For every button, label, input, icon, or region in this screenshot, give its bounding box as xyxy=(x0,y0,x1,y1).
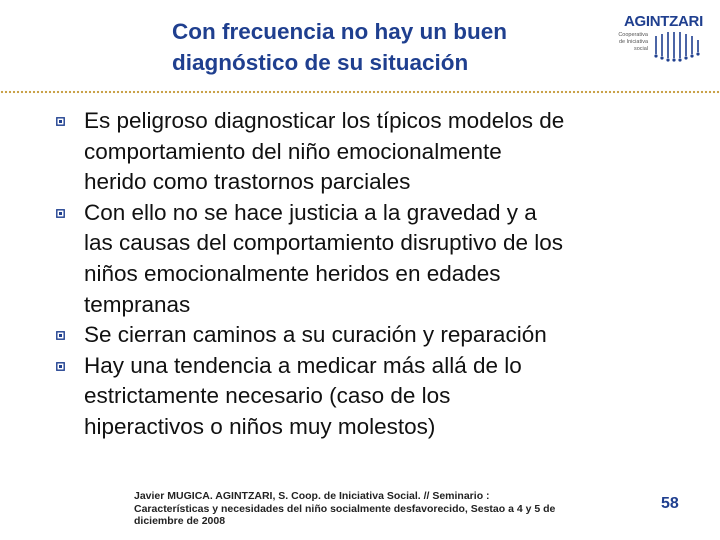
logo-subtitle-line-2: de Iniciativa xyxy=(618,39,648,45)
slide-title-line-2: diagnóstico de su situación xyxy=(172,50,469,75)
bullet-2-line-1: Con ello no se hace justicia a la gravedad y a xyxy=(84,199,537,225)
square-bullet-icon xyxy=(56,331,65,340)
agintzari-logo xyxy=(598,10,710,82)
bullet-list xyxy=(52,106,702,443)
footer-line-3: diciembre de 2008 xyxy=(134,515,226,527)
slide-title-line-1: Con frecuencia no hay un buen xyxy=(172,19,508,44)
logo-subtitle-line-3: social xyxy=(633,46,648,52)
square-bullet-icon xyxy=(56,362,65,371)
bullet-item-1 xyxy=(52,106,702,198)
square-bullet-icon xyxy=(56,117,65,126)
slide-footer xyxy=(134,490,634,528)
logo-mark-icon xyxy=(598,10,710,82)
bullet-1-line-1: Es peligroso diagnosticar los típicos modelos de xyxy=(84,108,565,133)
bullet-4-line-2: estrictamente necesario (caso de los xyxy=(84,383,451,409)
logo-subtitle-line-1: Cooperativa xyxy=(618,32,648,38)
bullet-1-line-3: herido como trastornos parciales xyxy=(84,169,411,195)
bullet-2-line-2: las causas del comportamiento disruptivo de los xyxy=(84,230,563,256)
slide-title xyxy=(172,16,602,78)
bullet-4-line-1: Hay una tendencia a medicar más allá de lo xyxy=(84,352,522,378)
page-number: 58 xyxy=(661,495,679,512)
bullet-2-line-3: niños emocionalmente heridos en edades xyxy=(84,260,501,286)
bullet-4-line-3: hiperactivos o niños muy molestos) xyxy=(84,413,436,439)
footer-line-1: Javier MUGICA. AGINTZARI, S. Coop. de Iniciativa Social. // Seminario : xyxy=(134,490,490,502)
square-bullet-icon xyxy=(56,209,65,218)
bullet-item-2 xyxy=(52,198,702,320)
bullet-2-line-4: tempranas xyxy=(84,291,191,317)
footer-line-2: Características y necesidades del niño socialmente desfavorecido, Sestao a 4 y 5 de xyxy=(134,502,556,515)
bullet-3-line-1: Se cierran caminos a su curación y reparación xyxy=(84,322,547,348)
bullet-1-line-2: comportamiento del niño emocionalmente xyxy=(84,138,502,164)
logo-name: AGINTZARI xyxy=(624,13,703,30)
bullet-item-3 xyxy=(52,320,702,351)
title-divider xyxy=(0,90,720,94)
bullet-item-4 xyxy=(52,351,702,443)
